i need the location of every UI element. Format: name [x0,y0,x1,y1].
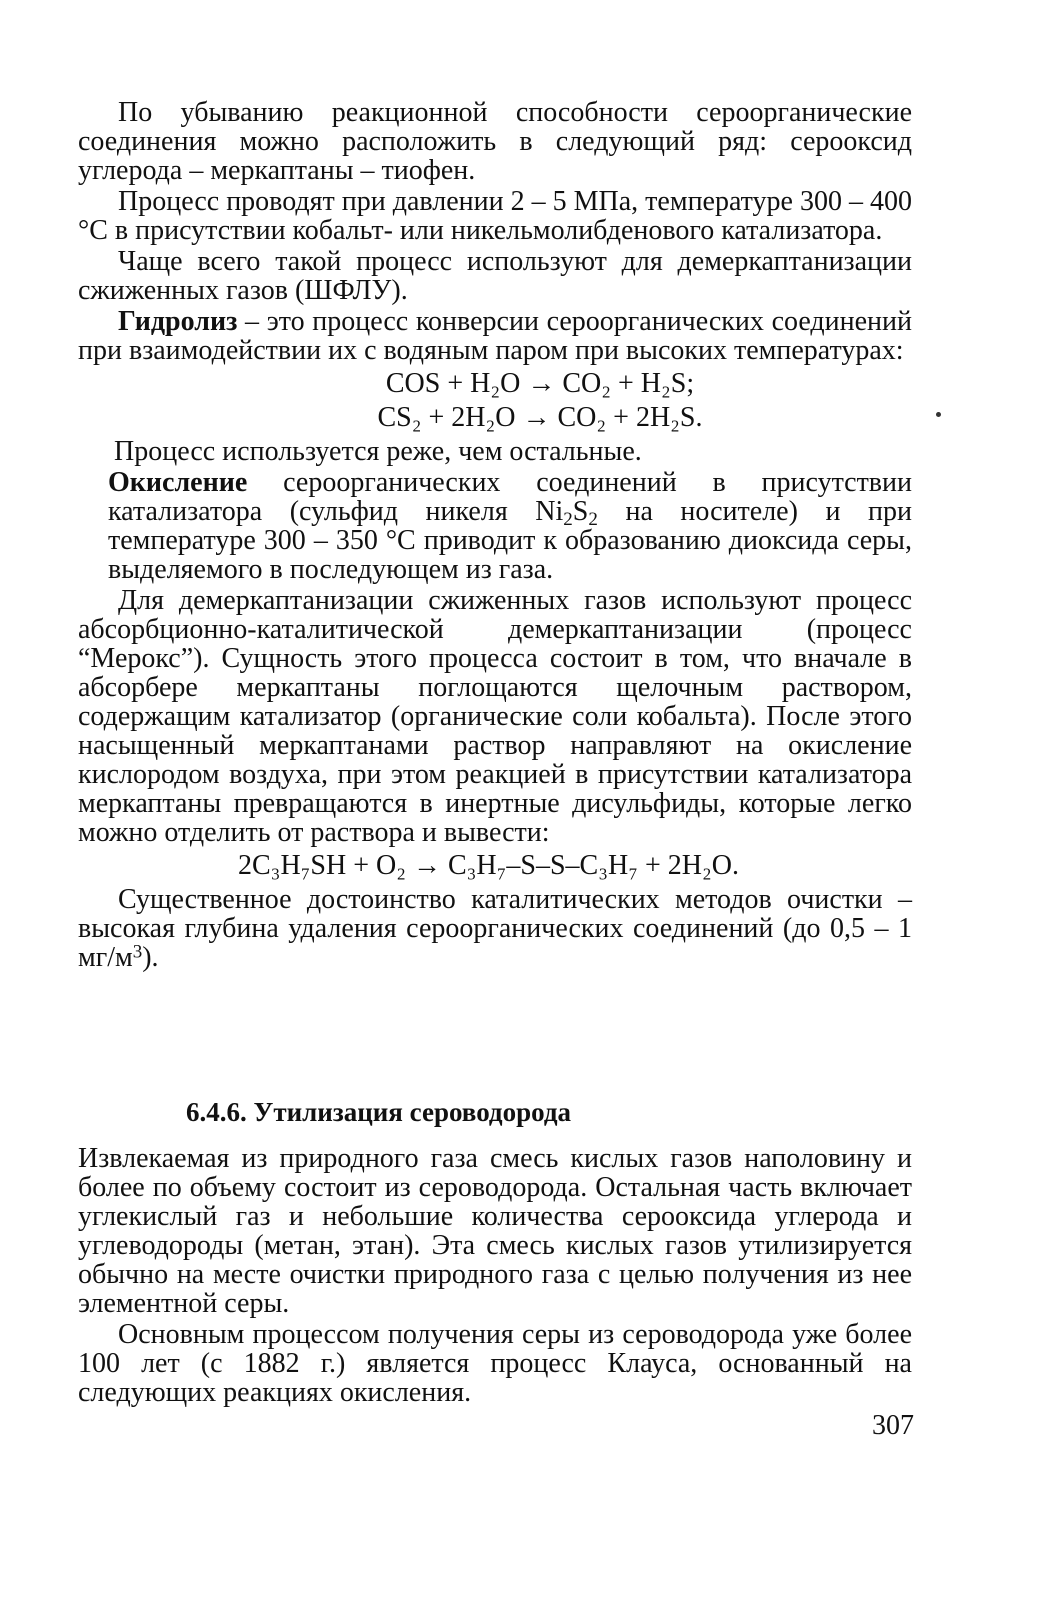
page-number: 307 [872,1410,914,1441]
subscript: 2 [588,508,598,530]
paragraph: Основным процессом получения серы из сероводорода уже более 100 лет (с 1882 г.) является процесс Клауса, основанный на следующих реакциях окисления. [78,1319,912,1408]
paragraph: По убыванию реакционной способности сероорганические соединения можно расположить в следующий ряд: серооксид углерода – меркаптаны – тиофен. [78,97,912,186]
paragraph-text: – это процесс конверсии сероорганических соединений при взаимодействии их с водяным паром при высоких температурах: [78,306,912,366]
superscript: 3 [132,941,143,963]
paragraph-text: S [572,496,589,527]
paragraph: Извлекаемая из природного газа смесь кислых газов наполовину и более по объему состоит из сероводорода. Остальная часть включает углекислый газ и небольшие количества серооксида углерода и углеводороды (метан, этан). Эта смесь кислых газов утилизируется обычно на месте очистки природного газа с целью получения из нее элементной серы. [78,1143,912,1319]
paragraph: Чаще всего такой процесс используют для демеркаптанизации сжиженных газов (ШФЛУ). [78,246,912,306]
text-block-bottom [78,1144,912,1407]
paragraph-text: на носителе) и при температуре 300 – 350 °С приводит к образованию диоксида серы, выделяемого в последующем из газа. [108,496,912,585]
paragraph: Процесс используется реже, чем остальные. [114,436,642,467]
term-oxidation: Окисление [108,467,248,498]
subscript: 2 [563,508,573,530]
paragraph: Процесс проводят при давлении 2 – 5 МПа, температуре 300 – 400 °С в присутствии кобальт- или никельмолибденового катализатора. [78,186,912,246]
paragraph [78,885,912,972]
section-heading: 6.4.6. Утилизация сероводорода [186,1097,571,1127]
term-hydrolysis: Гидролиз [118,306,238,337]
paragraph-hydrolysis [78,307,912,365]
formula-cs2-hydrolysis: CS₂ + 2H₂O → CO₂ + 2H₂S. [377,402,703,433]
paragraph-text: ). [142,942,159,973]
formula-cos-hydrolysis: COS + H₂O → CO₂ + H₂S; [385,368,695,399]
paragraph: Для демеркаптанизации сжиженных газов используют процесс абсорбционно-каталитической демеркаптанизации (процесс “Мерокс”). Сущность этого процесса состоит в том, что вначале в абсорбере меркаптаны поглощаются щелочным раствором, содержащим катализатор (органические соли кобальта). После этого насыщенный меркаптанами раствор направляют на окисление кислородом воздуха, при этом реакцией в присутствии катализатора меркаптаны превращаются в инертные дисульфиды, которые легко можно отделить от раствора и вывести: [78,585,912,848]
scan-dot [936,412,941,417]
paragraph-oxidation [78,468,912,584]
paragraph-text: сероорганических соединений в присутствии катализатора (сульфид никеля Ni [108,467,912,527]
paragraph-text: Существенное достоинство каталитических методов очистки – высокая глубина удаления сероорганических соединений (до 0,5 – 1 мг/м [78,884,912,973]
text-block-top [78,98,912,972]
formula-mercaptan-oxidation: 2C₃H₇SH + O₂ → C₃H₇–S–S–C₃H₇ + 2H₂O. [238,850,739,881]
